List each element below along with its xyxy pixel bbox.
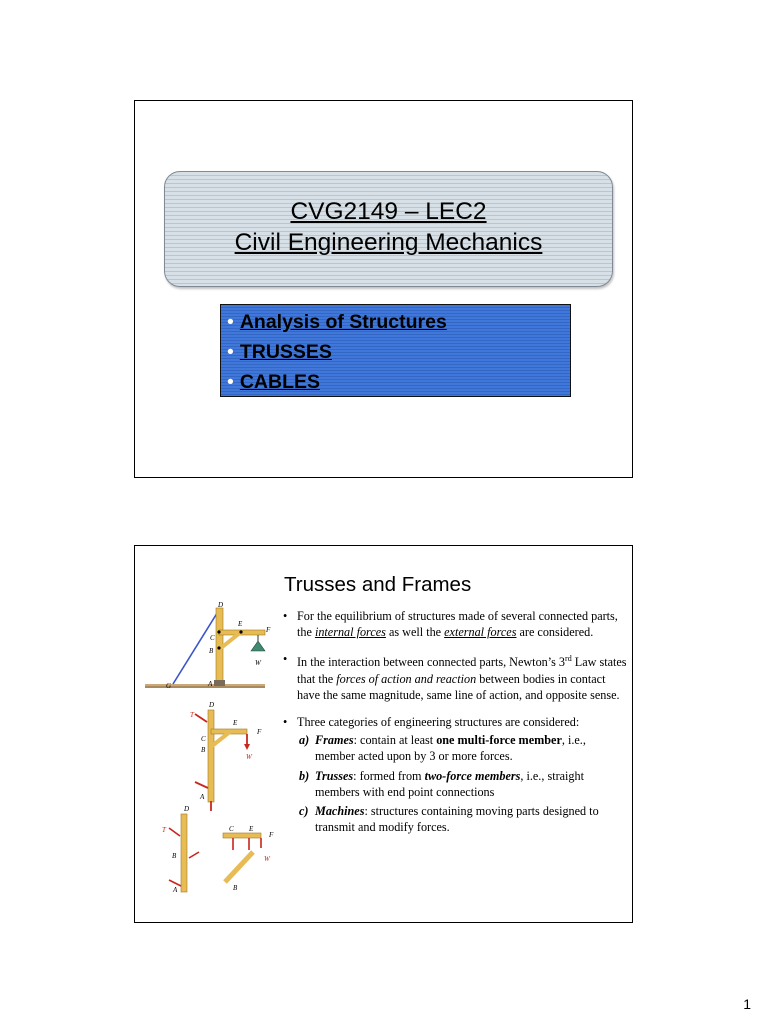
figure-label: D — [184, 805, 190, 813]
internal-forces-link[interactable]: internal forces — [314, 625, 386, 640]
bullet-icon: • — [283, 652, 288, 667]
figure-label: W — [264, 855, 270, 863]
topic-item — [227, 337, 570, 367]
crane-frame-figure — [145, 596, 280, 896]
figure-label: E — [238, 620, 243, 628]
topic-link[interactable]: Analysis of Structures — [239, 311, 447, 333]
figure-label: C — [201, 735, 206, 743]
figure-label: A — [200, 793, 205, 801]
figure-label: G — [166, 682, 172, 690]
bullet-icon: • — [227, 371, 234, 393]
figure-label: B — [172, 852, 177, 860]
figure-label: A — [173, 886, 178, 894]
topic-link[interactable]: TRUSSES — [239, 341, 332, 363]
figure-label: T — [190, 711, 194, 719]
bullet-icon: • — [227, 311, 234, 333]
figure-label: E — [233, 719, 238, 727]
figure-label: C — [229, 825, 234, 833]
bullet-icon: • — [283, 715, 288, 730]
category-machines: c) Machines: structures containing moving parts designed to transmit and modify forces. — [299, 804, 599, 835]
bullet-icon: • — [227, 341, 234, 363]
course-code-title: CVG2149 – LEC2 — [290, 198, 487, 225]
figure-label: F — [269, 831, 274, 839]
bullet-categories: • Three categories of engineering structures are considered: a) Frames: contain at least one multi-force member, i.e., member acted upon by 3 or more forces. b) Trusses: formed from two-force members, i.e., straight members with end point connections c) Machines: structures containing moving parts designed to transmit and modify forces. — [283, 714, 628, 835]
title-box — [164, 171, 613, 287]
bullet-list — [283, 608, 628, 847]
topics-box — [220, 304, 571, 397]
page-number: 1 — [743, 996, 751, 1012]
figure-label: W — [246, 753, 252, 761]
slide-2 — [134, 545, 633, 923]
bullet-icon: • — [283, 609, 288, 623]
figure-label: B — [201, 746, 206, 754]
figure-label: B — [233, 884, 238, 892]
figure-label: E — [249, 825, 254, 833]
bullet-equilibrium: • For the equilibrium of structures made of several connected parts, the internal forces as well the external forces are considered. — [283, 609, 618, 640]
figure-label: C — [210, 634, 215, 642]
figure-label: D — [218, 601, 224, 609]
bullet-newtons-law: • In the interaction between connected parts, Newton’s 3rd Law states that the forces of action and reaction between bodies in contact have the same magnitude, same line of action, and opposite sense. — [283, 652, 627, 702]
figure-label: D — [209, 701, 215, 709]
topic-item — [227, 307, 570, 337]
slide-title: Trusses and Frames — [284, 573, 472, 596]
external-forces-link[interactable]: external forces — [444, 625, 517, 640]
figure-label: F — [266, 626, 271, 634]
category-trusses: b) Trusses: formed from two-force members, i.e., straight members with end point connections — [299, 768, 585, 799]
figure-label: F — [257, 728, 262, 736]
course-name-title: Civil Engineering Mechanics — [234, 229, 543, 256]
category-frames: a) Frames: contain at least one multi-force member, i.e., member acted upon by 3 or more forces. — [299, 733, 586, 764]
figure-label: T — [162, 826, 166, 834]
figure-label: B — [209, 647, 214, 655]
topic-item — [227, 367, 570, 397]
slide-1 — [134, 100, 633, 478]
figure-label: W — [255, 659, 261, 667]
figure-label: A — [208, 680, 213, 688]
topic-link[interactable]: CABLES — [239, 371, 320, 393]
